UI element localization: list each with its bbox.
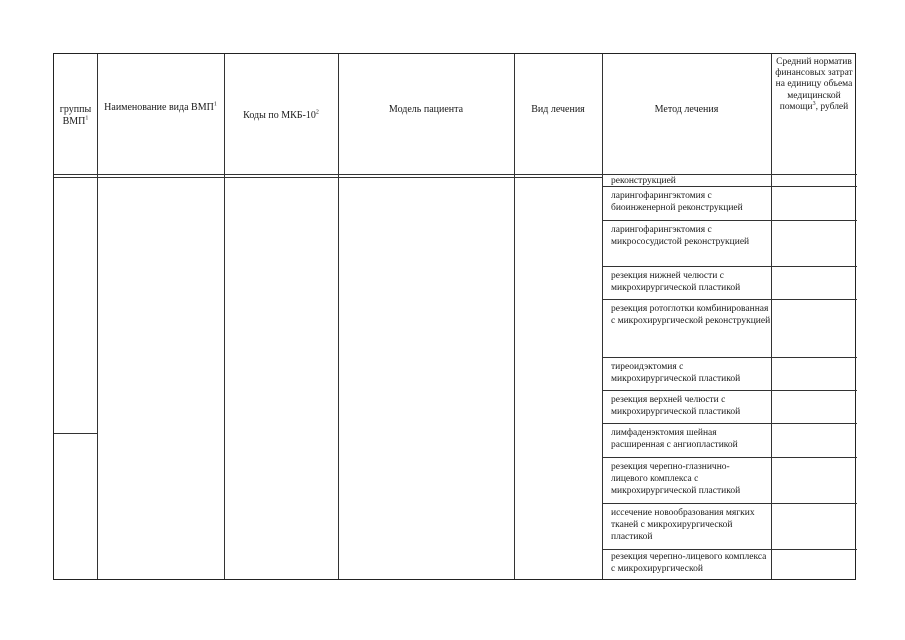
method-cell: резекция черепно-лицевого комплекса с микрохирургической	[611, 552, 767, 574]
row-separator	[602, 220, 857, 221]
row-separator	[602, 423, 857, 424]
header-group: группы ВМП$^1$	[59, 103, 92, 127]
header-patient-model: Модель пациента	[388, 104, 464, 115]
row-separator	[602, 266, 857, 267]
row-separator	[602, 390, 857, 391]
row-separator	[602, 299, 857, 300]
method-cell: реконструкцией	[611, 176, 676, 186]
row-separator	[602, 457, 857, 458]
row-separator	[602, 503, 857, 504]
method-cell: лимфаденэктомия шейная расширенная с ангиопластикой	[611, 428, 738, 450]
row-separator	[54, 433, 97, 434]
header-average-cost: Средний норматив финансовых затрат на единицу объема медицинской помощи$^3$, рублей	[775, 57, 853, 112]
method-cell: резекция нижней челюсти с микрохирургической пластикой	[611, 271, 741, 293]
method-cell: тиреоидэктомия с микрохирургической пластикой	[611, 362, 741, 384]
header-treatment-type: Вид лечения	[531, 104, 585, 115]
row-separator	[602, 549, 857, 550]
vmp-table	[53, 53, 856, 580]
method-cell: резекция верхней челюсти с микрохирургической пластикой	[611, 395, 741, 417]
method-cell: ларингофарингэктомия с биоинженерной реконструкцией	[611, 191, 743, 213]
header-treatment-method: Метод лечения	[654, 104, 719, 115]
method-cell: резекция ротоглотки комбинированная с микрохирургической реконструкцией	[611, 304, 771, 326]
header-vmp-name: Наименование вида ВМП$^1$	[104, 101, 217, 113]
method-cell: иссечение новообразования мягких тканей с микрохирургической пластикой	[611, 508, 755, 542]
row-separator	[602, 357, 857, 358]
method-cell: ларингофарингэктомия с микрососудистой реконструкцией	[611, 225, 750, 247]
method-cell: резекция черепно-глазнично-лицевого комплекса с микрохирургической пластикой	[611, 462, 741, 496]
header-icd-codes: Коды по МКБ-$10^2$	[243, 109, 319, 121]
